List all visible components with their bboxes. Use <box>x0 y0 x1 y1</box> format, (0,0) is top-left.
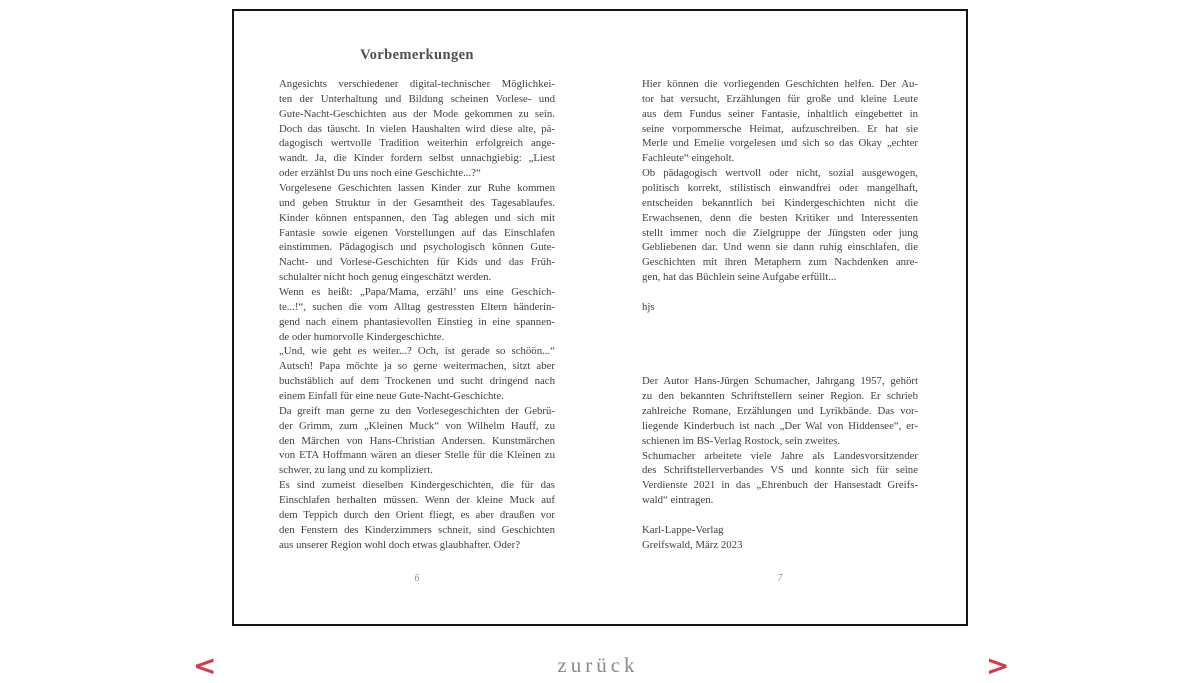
text-line: Fachleute“ eingeholt. <box>642 152 735 165</box>
text-line: Es sind zumeist dieselben Kindergeschichten, die für das <box>279 479 555 492</box>
publisher-line: Karl-Lappe-Verlag <box>642 523 724 536</box>
text-line: Hier können die vorliegenden Geschichten helfen. Der Au- <box>642 78 918 90</box>
text-line: buchstäblich auf dem Trockenen und sucht dringend nach <box>279 375 555 388</box>
text-line: ten der Unterhaltung und Bildung scheinen Vorlese- und <box>279 92 555 105</box>
author-initials: hjs <box>642 300 655 313</box>
pager-nav <box>0 648 1196 683</box>
text-line: seine vorpommersche Heimat, aufzuschreiben. Er hat sie <box>642 122 918 135</box>
text-line: politisch korrekt, stilistisch einwandfrei oder mangelhaft, <box>642 182 918 195</box>
text-line: Angesichts verschiedener digital-technischer Möglichkei- <box>279 78 555 90</box>
text-line: einstimmen. Pädagogisch und psychologisch können Gute- <box>279 241 555 254</box>
publisher-line: Greifswald, März 2023 <box>642 538 743 551</box>
text-line: den Fenstern des Kinderzimmers schneit, sind Geschichten <box>279 523 555 536</box>
text-line: te...!“, suchen die vom Alltag gestressten Eltern händerin- <box>279 300 555 313</box>
text-line: liegende Kinderbuch ist nach „Der Wal von Hiddensee“, er- <box>642 419 918 432</box>
text-line: Kinder können entspannen, den Tag ablegen und sich mit <box>279 211 555 224</box>
text-line: „Und, wie geht es weiter...? Och, ist gerade so schöön...“ <box>279 345 555 358</box>
text-line: Erwachsenen, denn die besten Kritiker und Interessenten <box>642 211 918 224</box>
text-line: aus dem Fundus seiner Fantasie, inhaltlich eingebettet in <box>642 107 918 120</box>
publisher-imprint <box>642 523 918 553</box>
page-heading: Vorbemerkungen <box>360 47 474 63</box>
text-line: von ETA Hoffmann wären an dieser Stelle für die Kleinen zu <box>279 449 555 462</box>
text-line: Doch das täuscht. In vielen Haushalten wird diese alte, pä- <box>279 122 555 135</box>
text-line: Gute-Nacht-Geschichten aus der Mode gekommen zu sein. <box>279 107 555 120</box>
text-line: Fantasie sowie eigenen Vorstellungen auf das Einschlafen <box>279 226 555 239</box>
text-line: stellt immer noch die Zielgruppe der Jüngsten oder jung <box>642 226 918 239</box>
text-line: schienen im BS-Verlag Rostock, sein zweites. <box>642 434 841 447</box>
text-line: dem Teppich durch den Orient fliegt, es aber draußen vor <box>279 508 555 521</box>
spacer <box>642 508 918 523</box>
text-line: oder erzählst Du uns noch eine Geschichte...?“ <box>279 167 481 180</box>
text-line: Nacht- und Vorlese-Geschichten für Kids und das Früh- <box>279 256 555 269</box>
book-page-left <box>279 11 555 624</box>
right-intro-paragraphs <box>642 77 918 285</box>
text-line: zu den bekannten Schriftstellern seiner Region. Er schrieb <box>642 390 918 403</box>
page-number-left: 6 <box>414 573 420 584</box>
page-right-text <box>642 77 918 553</box>
text-line: und geben Struktur in der Gesamtheit des Tagesablaufes. <box>279 196 555 209</box>
text-line: den Märchen von Hans-Christian Andersen. Kunstmärchen <box>279 434 555 447</box>
next-page-button[interactable]: > <box>986 649 1010 682</box>
text-line: Wenn es heißt: „Papa/Mama, erzähl’ uns eine Geschich- <box>279 286 555 299</box>
text-line: Ob pädagogisch wertvoll oder nicht, sozial ausgewogen, <box>642 167 918 180</box>
text-line: Gebliebenen dar. Und wenn sie dann ruhig einschlafen, die <box>642 241 918 254</box>
text-line: zahlreiche Romane, Erzählungen und Lyrikbände. Das vor- <box>642 404 918 417</box>
text-line: tor hat versucht, Erzählungen für große und kleine Leute <box>642 92 918 105</box>
text-line: schulalter nicht hoch genug eingeschätzt werden. <box>279 271 492 284</box>
text-line: Der Autor Hans-Jürgen Schumacher, Jahrgang 1957, gehört <box>642 375 918 388</box>
text-line: entscheiden bekanntlich bei Kindergeschichten nicht die <box>642 196 918 209</box>
text-line: Einschlafen herhalten müssen. Wenn der kleine Muck auf <box>279 494 555 507</box>
book-page-right <box>642 11 918 624</box>
text-line: Autsch! Papa möchte ja so gerne weitermachen, sitzt aber <box>279 360 555 373</box>
text-line: wandt. Ja, die Kinder fordern selbst unnachgiebig: „Liest <box>279 152 555 165</box>
prev-page-button[interactable]: < <box>193 649 217 682</box>
page-left-text <box>279 77 555 553</box>
text-line: des Schriftstellerverbandes VS und konnte sich für seine <box>642 464 918 477</box>
text-line: Da greift man gerne zu den Vorlesegeschichten der Gebrü- <box>279 404 555 417</box>
page-number-right: 7 <box>777 573 783 584</box>
text-line: gen, hat das Büchlein seine Aufgabe erfüllt... <box>642 271 837 284</box>
text-line: Schumacher arbeitete viele Jahre als Landesvorsitzender <box>642 449 918 462</box>
author-note-paragraphs <box>642 374 918 508</box>
spacer <box>642 285 918 300</box>
text-line: aus unserer Region wohl doch etwas glaubhafter. Oder? <box>279 538 521 551</box>
book-spread <box>232 9 968 626</box>
back-link[interactable]: zurück <box>557 653 639 677</box>
spacer <box>642 315 918 375</box>
text-line: Merle und Emelie vorgelesen und sich so das Okay „echter <box>642 137 918 150</box>
text-line: schwer, zu lang und zu kompliziert. <box>279 464 433 477</box>
text-line: Geschichten mit ihren Metaphern zum Nachdenken anre- <box>642 256 918 269</box>
text-line: Verdienste 2021 in das „Ehrenbuch der Hansestadt Greifs- <box>642 479 918 492</box>
text-line: Vorgelesene Geschichten lassen Kinder zur Ruhe kommen <box>279 182 555 195</box>
text-line: einem Einfall für eine neue Gute-Nacht-Geschichte. <box>279 390 504 403</box>
text-line: de oder humorvolle Kindergeschichte. <box>279 330 445 343</box>
text-line: dagogisch wertvolle Tradition weiterhin erfolgreich ange- <box>279 137 555 150</box>
text-line: wald“ eintragen. <box>642 494 714 507</box>
text-line: gend nach einem phantasievollen Einstieg in eine spannen- <box>279 315 555 328</box>
text-line: der Grimm, zum „Kleinen Muck“ von Wilhelm Hauff, zu <box>279 419 555 432</box>
